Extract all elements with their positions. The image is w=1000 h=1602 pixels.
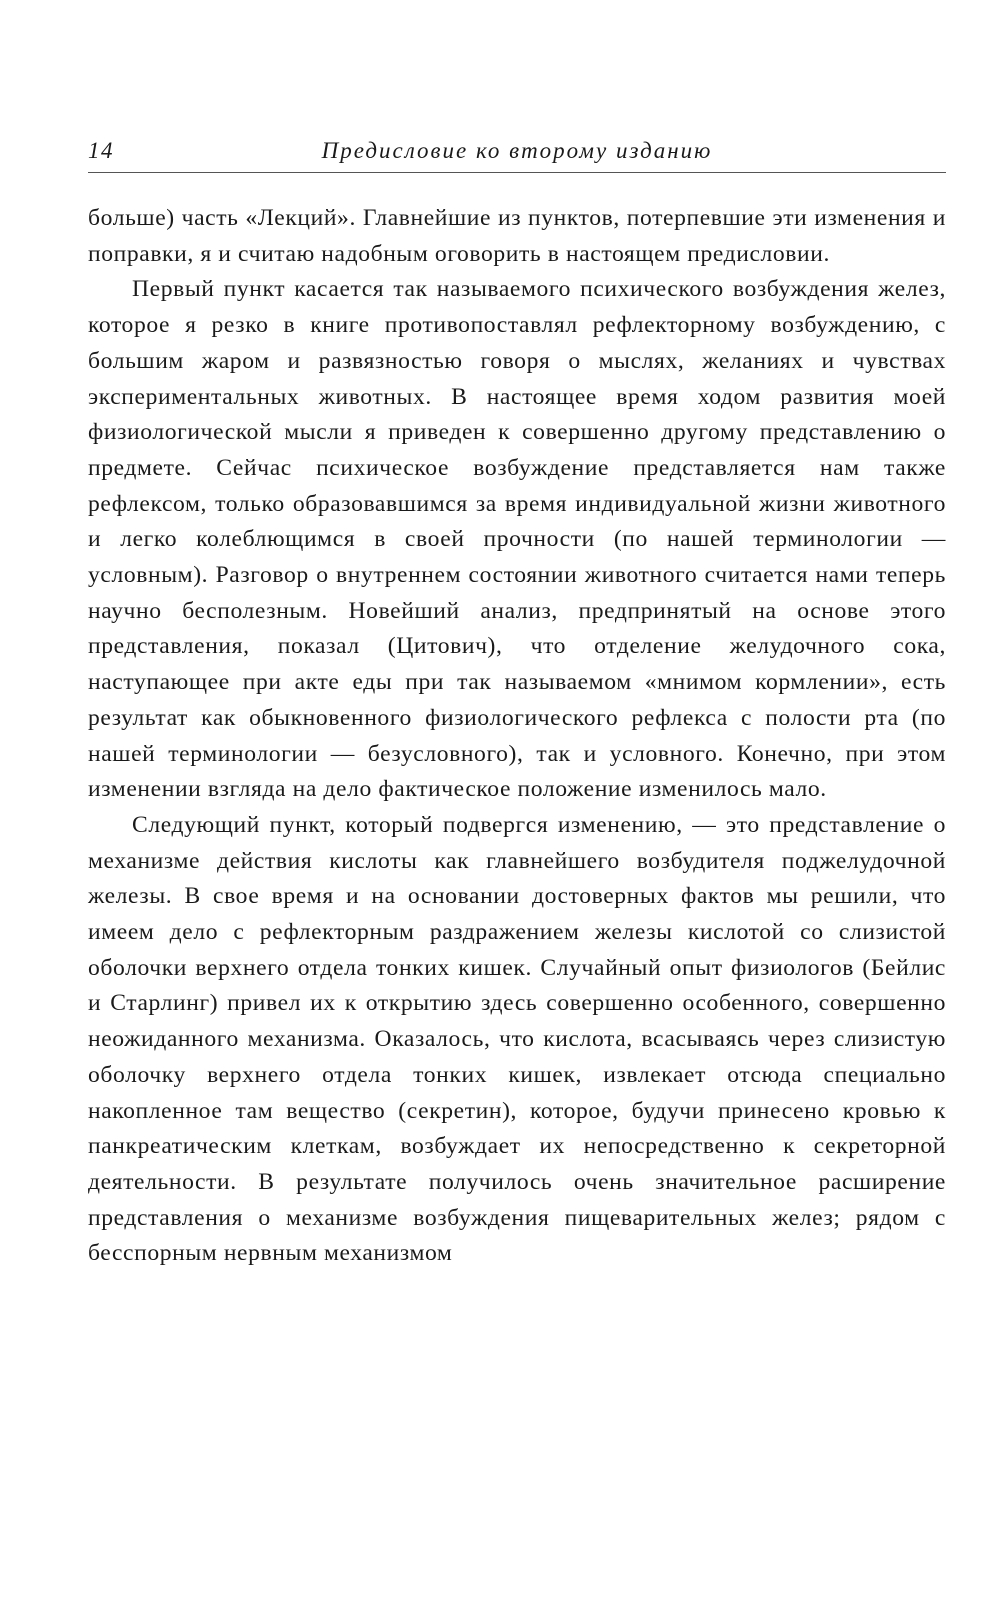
paragraph-continuation: больше) часть «Лекций». Главнейшие из пунктов, потерпевшие эти изменения и поправки, я и считаю надобным оговорить в настоящем предисловии. bbox=[88, 205, 946, 267]
running-title: Предисловие ко второму изданию bbox=[321, 138, 713, 163]
book-page bbox=[88, 0, 946, 1602]
header-rule bbox=[88, 172, 946, 173]
paragraph-acid-mechanism: Следующий пункт, который подвергся изменению, — это представление о механизме действия кислоты как главнейшего возбудителя поджелудочной железы. В свое время и на основании достоверных фактов мы решили, что имеем дело с рефлекторным раздражением железы кислотой со слизистой оболочки верхнего отдела тонких кишек. Случайный опыт физиологов (Бейлис и Старлинг) привел их к открытию здесь совершенно особенного, совершенно неожиданного механизма. Оказалось, что кислота, всасываясь через слизистую оболочку верхнего отдела тонких кишек, извлекает отсюда специально накопленное там вещество (секретин), которое, будучи принесено кровью к панкреатическим клеткам, возбуждает их непосредственно к секреторной деятельности. В результате получилось очень значительное расширение представления о механизме возбуждения пищеварительных желез; рядом с бесспорным нервным механизмом bbox=[88, 811, 946, 1267]
body-text bbox=[88, 201, 946, 1272]
running-head bbox=[88, 138, 946, 174]
paragraph-psychic-excitation: Первый пункт касается так называемого психического возбуждения желез, которое я резко в книге противопоставлял рефлекторному возбуждению, с большим жаром и развязностью говоря о мыслях, желаниях и чувствах экспериментальных животных. В настоящее время ходом развития моей физиологической мысли я приведен к совершенно другому представлению о предмете. Сейчас психическое возбуждение представляется нам также рефлексом, только образовавшимся за время индивидуальной жизни животного и легко колеблющимся в своей прочности (по нашей терминологии — условным). Разговор о внутреннем состоянии животного считается нами теперь научно бесполезным. Новейший анализ, предпринятый на основе этого представления, показал (Цитович), что отделение желудочного сока, наступающее при акте еды при так называемом «мнимом кормлении», есть результат как обыкновенного физиологического рефлекса с полости рта (по нашей терминологии — безусловного), так и условного. Конечно, при этом изменении взгляда на дело фактическое положение изменилось мало. bbox=[88, 276, 946, 803]
page-number: 14 bbox=[88, 138, 114, 163]
